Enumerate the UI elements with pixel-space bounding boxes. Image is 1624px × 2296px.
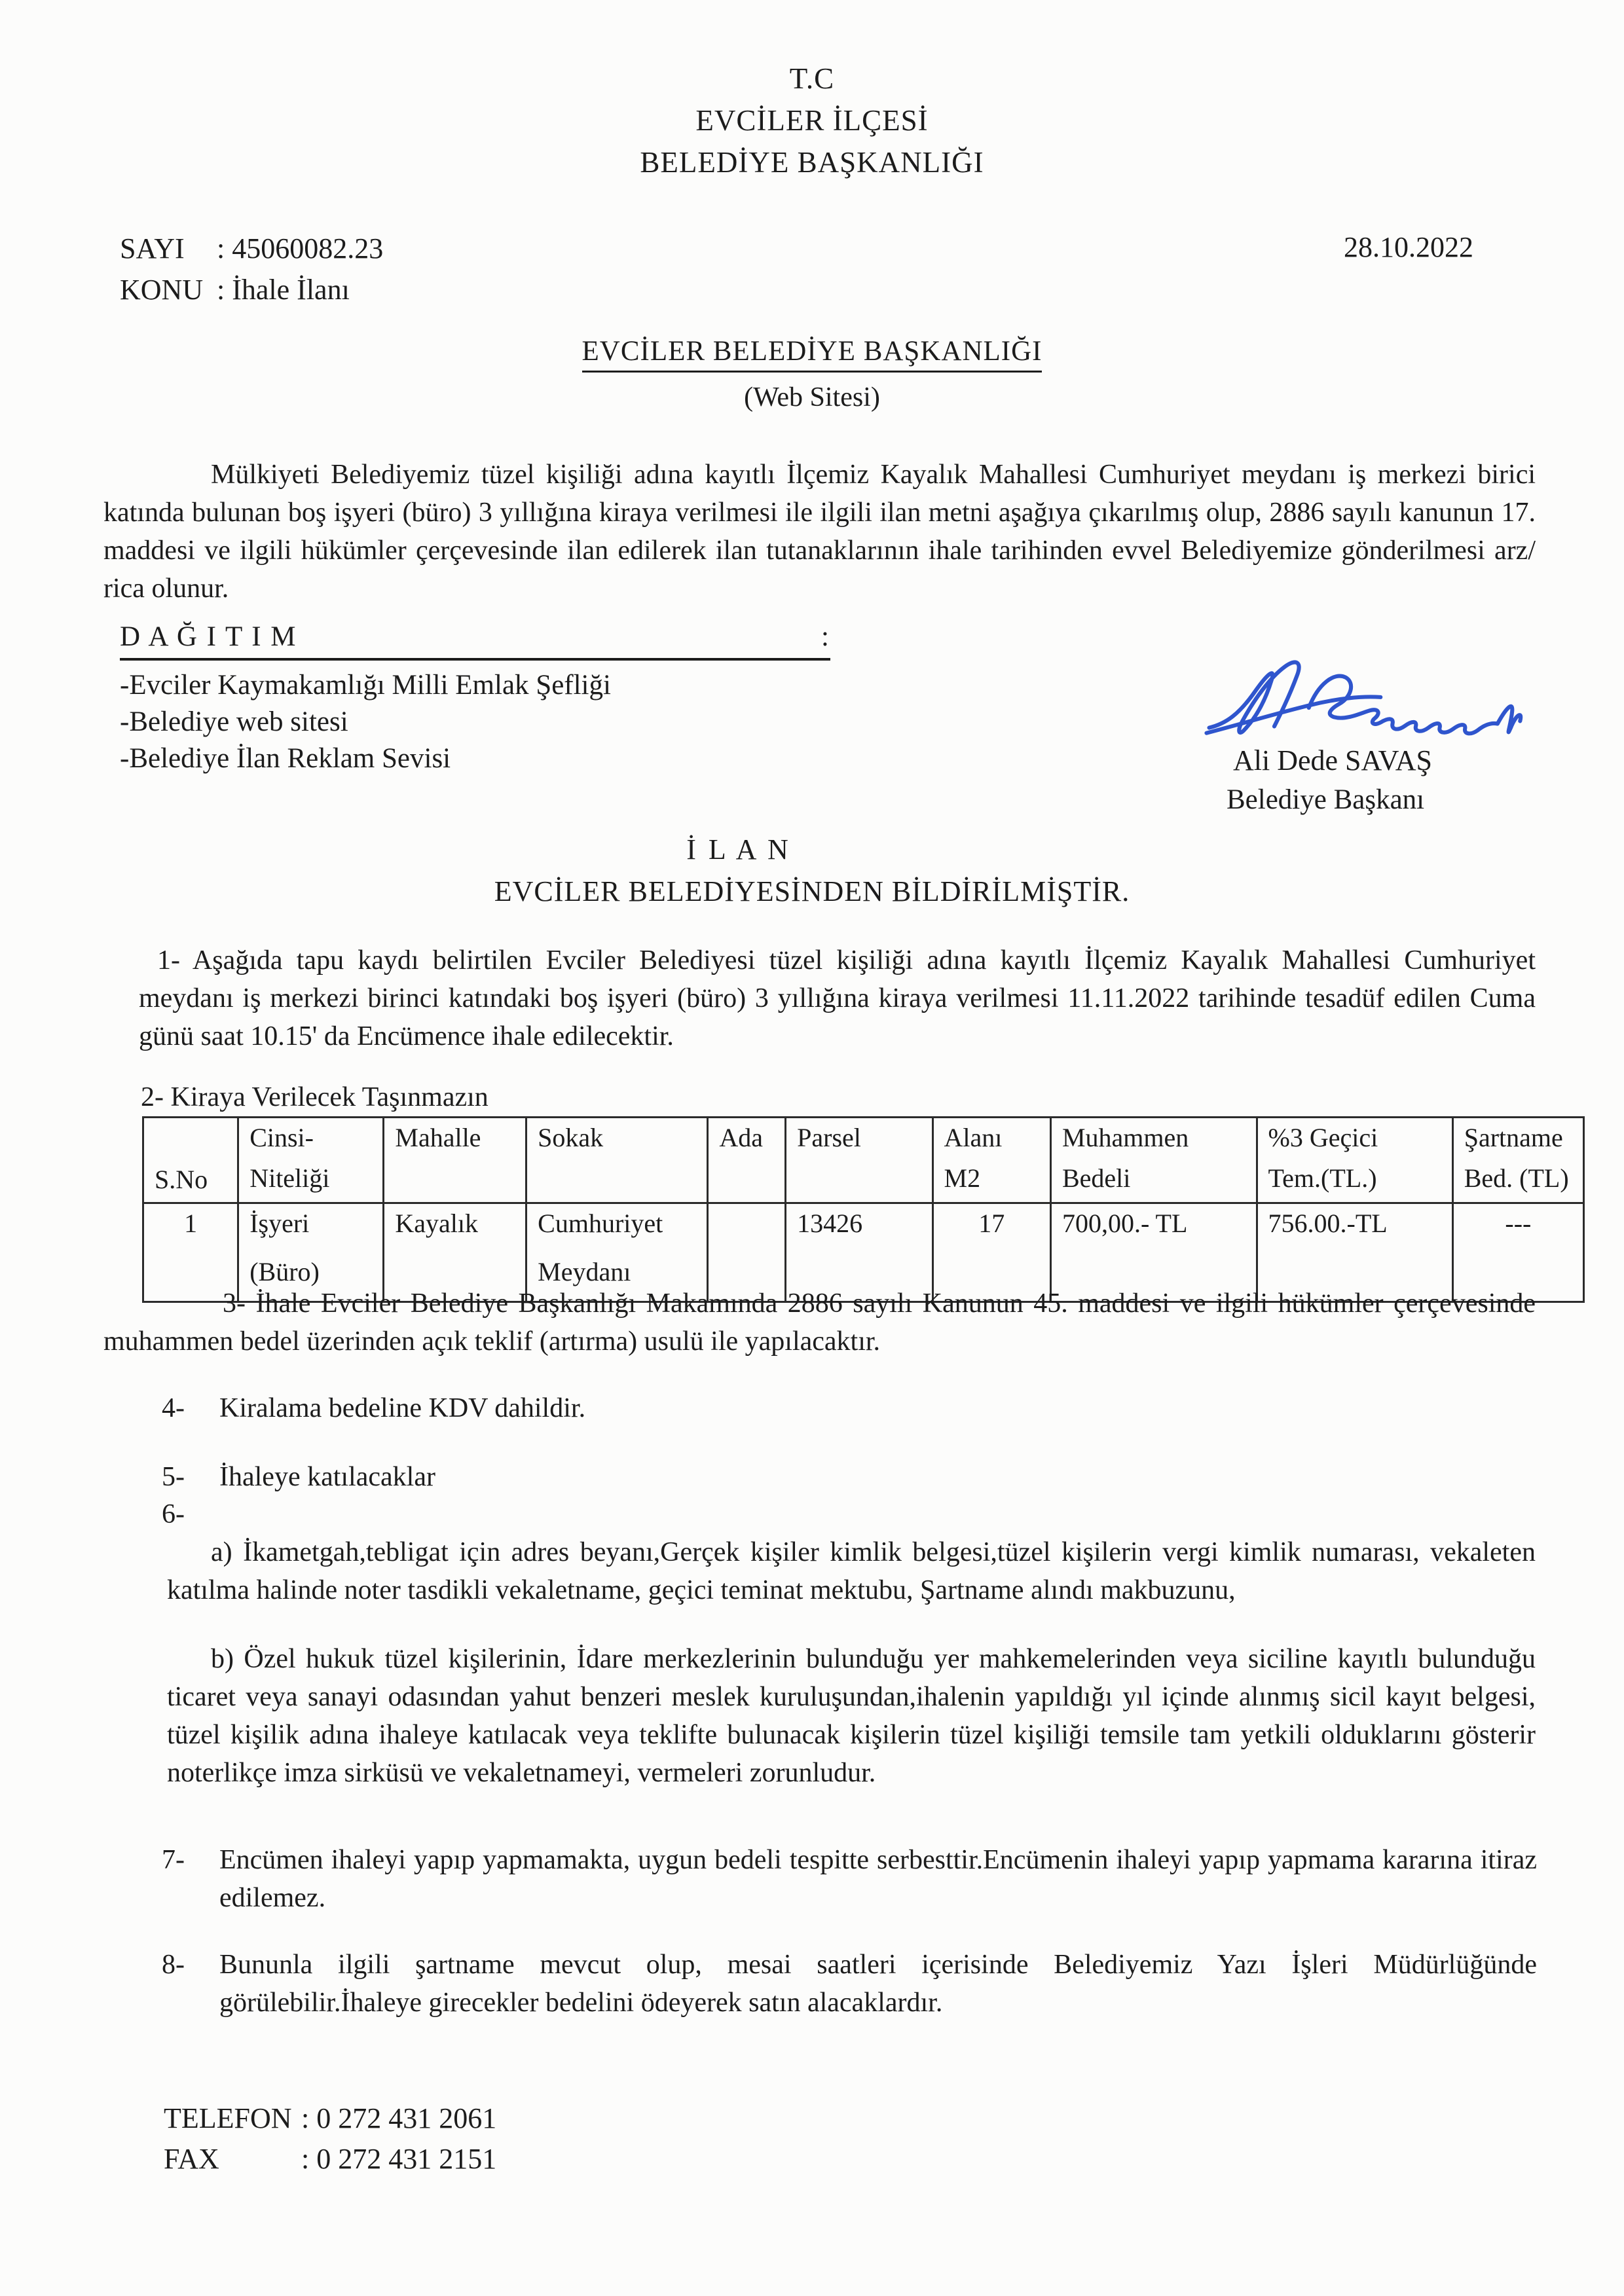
clause-2-table-label: 2- Kiraya Verilecek Taşınmazın [141, 1082, 489, 1112]
col-cinsi: Cinsi- Niteliği [238, 1118, 384, 1203]
letterhead-line-municipality: BELEDİYE BAŞKANLIĞI [640, 146, 984, 179]
col-sartname: Şartname Bed. (TL) [1452, 1118, 1583, 1203]
col-gecici-teminat: %3 Geçici Tem.(TL.) [1257, 1118, 1452, 1203]
clause-5 [162, 1458, 1537, 1496]
signature-image [1202, 656, 1536, 748]
cell-alani: 17 [932, 1203, 1050, 1302]
clause-7-number: 7- [162, 1845, 185, 1875]
cell-gecici-teminat: 756.00.-TL [1257, 1203, 1452, 1302]
col-mahalle: Mahalle [384, 1118, 526, 1203]
clause-8-number: 8- [162, 1950, 185, 1980]
clause-6 [162, 1495, 1537, 1533]
telefon-row [164, 2098, 496, 2139]
distribution-item: -Belediye İlan Reklam Sevisi [120, 743, 451, 774]
clause-5-number: 5- [162, 1462, 185, 1492]
telefon-label: TELEFON [164, 2102, 292, 2134]
clause-1: 1- Aşağıda tapu kaydı belirtilen Evciler Belediyesi tüzel kişiliği adına kayıtlı İlçemiz Kayalık Mahallesi Cumhuriyet meydanı iş merkezi birinci katındaki boş işyeri (büro) 3 yıllığına kiraya verilmesi 11.11.2022 tarihinde tesadüf edilen Cuma günü saat 10.15' da Encümence ihale edilecektir. [139, 945, 1536, 1051]
cell-sokak: Cumhuriyet Meydanı [526, 1203, 708, 1302]
clause-5-text: İhaleye katılacaklar [219, 1462, 435, 1492]
clause-4-text: Kiralama bedeline KDV dahildir. [219, 1393, 586, 1423]
letterhead [0, 58, 1624, 183]
distribution-item: -Belediye web sitesi [120, 706, 348, 737]
konu-row [120, 269, 383, 310]
distribution-block [120, 621, 830, 777]
clause-7 [162, 1841, 1537, 1917]
contact-block [164, 2098, 496, 2179]
property-table [142, 1116, 1585, 1303]
col-parsel: Parsel [786, 1118, 932, 1203]
fax-value: : 0 272 431 2151 [301, 2143, 497, 2175]
col-alani: Alanı M2 [932, 1118, 1050, 1203]
col-sokak: Sokak [526, 1118, 708, 1203]
clause-8-text: Bununla ilgili şartname mevcut olup, mesai saatleri içerisinde Belediyemiz Yazı İşleri Müdürlüğünde görülebilir.İhaleye girecekler bedelini ödeyerek satın alacaklardır. [219, 1950, 1537, 2018]
sayi-row [120, 228, 383, 269]
distribution-item: -Evciler Kaymakamlığı Milli Emlak Şefliği [120, 670, 611, 701]
cell-parsel: 13426 [786, 1203, 932, 1302]
document-date: 28.10.2022 [1344, 231, 1473, 263]
subject-block [0, 335, 1624, 413]
clause-6b: b) Özel hukuk tüzel kişilerinin, İdare merkezlerinin bulunduğu yer mahkemelerinden veya siciline kayıtlı bulunduğu ticaret veya sanayi odasından yahut benzeri meslek kuruluşundan,ihalenin yapıldığı yıl içinde alınmış sicil kayıt belgesi, tüzel kişilik adına ihaleye katılacak veya teklifte bulunacak kişilerin tüzel kişiliği temsile tam yetkili olduklarını gösterir noterlikçe imza sirküsü ve vekaletnameyi, vermeleri zorunludur. [167, 1644, 1536, 1788]
cell-mahalle: Kayalık [384, 1203, 526, 1302]
property-table-wrap [142, 1116, 1585, 1303]
reference-block [120, 228, 383, 310]
clause-6a: a) İkametgah,tebligat için adres beyanı,Gerçek kişiler kimlik belgesi,tüzel kişilerin vergi kimlik numarası, vekaleten katılma halinde noter tasdikli vekaletname, geçici teminat mektubu, Şartname alındı makbuzunu, [167, 1537, 1536, 1605]
distribution-list [120, 667, 830, 777]
clause-8 [162, 1946, 1537, 2022]
signatory-name: Ali Dede SAVAŞ [1233, 744, 1432, 776]
clause-6-number: 6- [162, 1499, 185, 1529]
clause-4-number: 4- [162, 1393, 185, 1423]
distribution-heading-colon: : [821, 621, 830, 652]
clause-7-text: Encümen ihaleyi yapıp yapmamakta, uygun bedeli tespitte serbesttir.Encümenin ihaleyi yapıp yapmama kararına itiraz edilemez. [219, 1845, 1537, 1913]
sayi-label: SAYI [120, 232, 185, 264]
cell-sartname: --- [1452, 1203, 1583, 1302]
letterhead-line-tc: T.C [789, 62, 835, 95]
distribution-heading-text: D A Ğ I T I M [120, 621, 297, 652]
fax-label: FAX [164, 2143, 219, 2175]
cell-muhammen: 700,00.- TL [1050, 1203, 1257, 1302]
letterhead-line-district: EVCİLER İLÇESİ [695, 104, 929, 137]
subject-subtitle: (Web Sitesi) [744, 382, 880, 412]
signature-block [1202, 656, 1549, 816]
clause-4 [162, 1389, 1537, 1427]
col-ada: Ada [708, 1118, 786, 1203]
cell-cinsi: İşyeri (Büro) [238, 1203, 384, 1302]
subject-title: EVCİLER BELEDİYE BAŞKANLIĞI [582, 335, 1043, 373]
clause-3: 3- İhale Evciler Belediye Başkanlığı Makamında 2886 sayılı Kanunun 45. maddesi ve ilgili hükümler çerçevesinde muhammen bedel üzerinden açık teklif (artırma) usulü ile yapılacaktır. [103, 1288, 1536, 1357]
fax-row [164, 2139, 496, 2179]
sayi-value: : 45060082.23 [217, 232, 384, 264]
ilan-subheading: EVCİLER BELEDİYESİNDEN BİLDİRİLMİŞTİR. [494, 875, 1130, 907]
distribution-heading [120, 621, 830, 661]
col-muhammen: Muhammen Bedeli [1050, 1118, 1257, 1203]
telefon-value: : 0 272 431 2061 [301, 2102, 497, 2134]
col-sno: S.No [143, 1118, 238, 1203]
signatory-title: Belediye Başkanı [1227, 784, 1425, 815]
intro-paragraph: Mülkiyeti Belediyemiz tüzel kişiliği adına kayıtlı İlçemiz Kayalık Mahallesi Cumhuriyet meydanı iş merkezi birici katında bulunan boş işyeri (büro) 3 yıllığına kiraya verilmesi ile ilgili ilan metni aşağıya çıkarılmış olup, 2886 sayılı kanunun 17. maddesi ve ilgili hükümler çerçevesinde ilan edilerek ilan tutanaklarının ihale tarihinden evvel Belediyemize gönderilmesi arz/ rica olunur. [103, 460, 1536, 604]
table-header-row [143, 1118, 1584, 1203]
ilan-heading: İ L A N [686, 833, 791, 866]
konu-label: KONU [120, 274, 204, 306]
cell-sno: 1 [143, 1203, 238, 1302]
konu-value: : İhale İlanı [217, 274, 350, 306]
